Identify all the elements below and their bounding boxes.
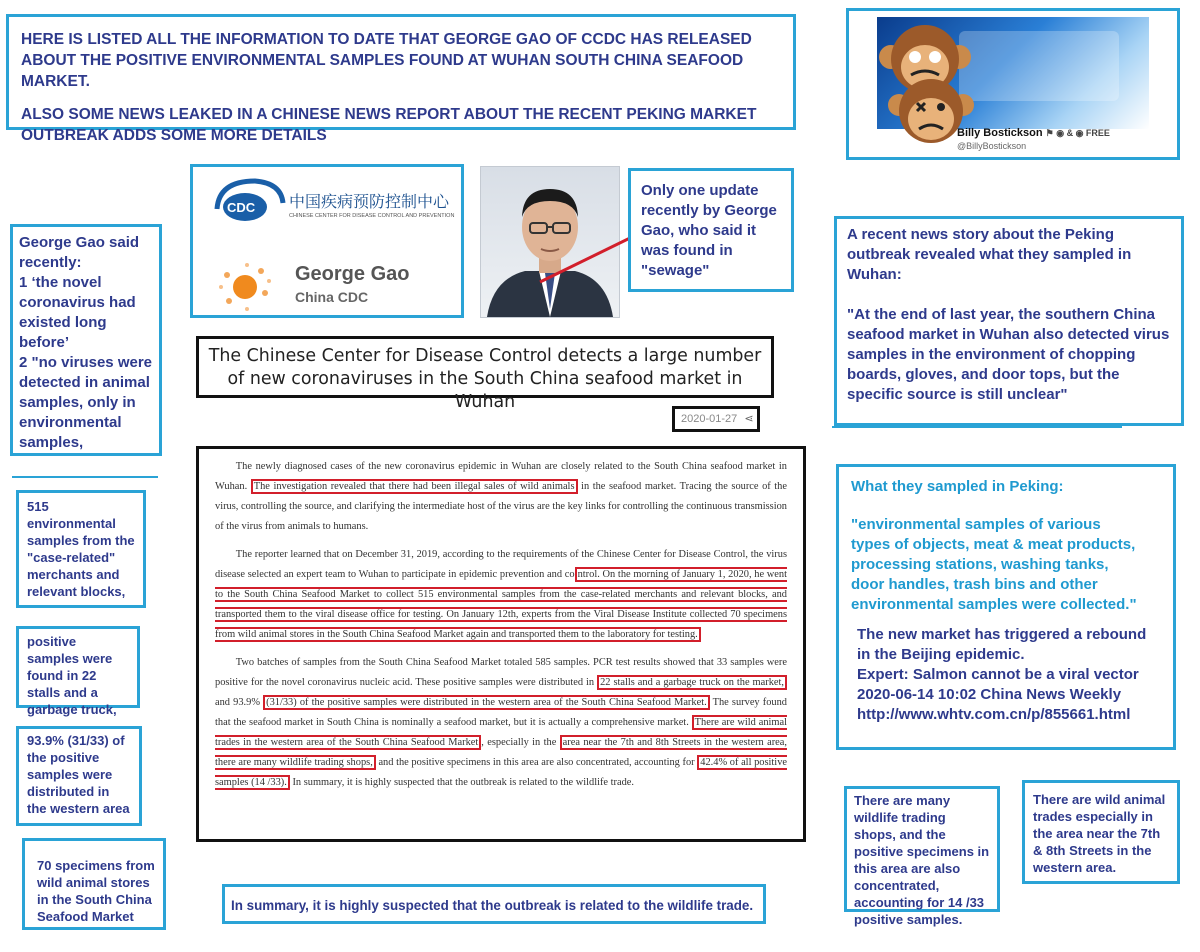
p3-text-f: In summary, it is highly suspected that the outbreak is related to the wildlife trade. (289, 777, 635, 788)
note-streets-text: There are wild animal trades especially in the area near the 7th & 8th Streets in the western area. (1033, 792, 1166, 875)
peking-quote: "environmental samples of various types of objects, meat & meat products, processing stations, washing tanks, door handles, trash bins and other environmental samples were collected." (851, 516, 1137, 613)
p3-text-b: and 93.9% (215, 697, 264, 708)
note-wildlife-shops-text: There are many wildlife trading shops, and the positive specimens in this area are also concentrated, accounting for 14 /33 positive samples. (854, 793, 990, 927)
article-date: 2020-01-27 (681, 413, 738, 425)
profile-badges: ⚑ ◉ & ◉ FREE (1045, 128, 1110, 138)
header-line-2: ALSO SOME NEWS LEAKED IN A CHINESE NEWS REPORT ABOUT THE RECENT PEKING MARKET OUTBREAK ADDS SOME MORE DETAILS (21, 106, 757, 144)
note-70-text: 70 specimens from wild animal stores in the South China Seafood Market (37, 858, 155, 924)
article-title: The Chinese Center for Disease Control detects a large number of new coronaviruses in the South China seafood market in Wuhan (208, 346, 762, 412)
svg-text:CDC: CDC (227, 200, 256, 215)
p3-text-d: , especially in the (481, 737, 560, 748)
cdc-emblem-icon (209, 173, 289, 227)
peking-news-wuhan-box (834, 216, 1184, 426)
p1-text-a: The newly diagnosed cases of the new coronavirus epidemic in Wuhan are closely related to the South China seafood market in Wuhan. (215, 461, 787, 492)
article-paragraph-1 (215, 457, 787, 537)
note-22-stalls (16, 626, 140, 717)
note-70-specimens (22, 838, 166, 930)
sewage-callout-text: Only one update recently by George Gao, who said it was found in "sewage" (641, 182, 777, 279)
peking-news-wuhan-text: A recent news story about the Peking outbreak revealed what they sampled in Wuhan: "At the end of last year, the southern China seafood market in Wuhan also detected virus samples in the environment of chopping boards, gloves, and door tops, but the specific source is still unclear" (847, 226, 1170, 403)
left-divider-line (12, 476, 158, 478)
highlight-22-stalls: 22 stalls and a garbage truck on the market, (597, 675, 787, 690)
cdc-english-name: CHINESE CENTER FOR DISEASE CONTROL AND PREVENTION (289, 213, 455, 219)
highlight-sample-collection: ntrol. On the morning of January 1, 2020, he went to the South China Seafood Market to collect 515 environmental samples from the case-related merchants and relevant blocks, and transported them to the viral disease office for testing. On January 12th, experts from the Viral Disease Institute collected 70 specimens from wild animal stores in the South China Seafood Market again and transported them to the laboratory for testing. (215, 569, 788, 640)
p3-text-c: The survey found that the seafood market in South China is nominally a seafood market, but it is actually a comprehensive market. (215, 697, 788, 728)
george-gao-name: George Gao (295, 263, 410, 285)
p3-text-e: and the positive specimens in this area are also concentrated, accounting for (375, 757, 698, 768)
profile-name (957, 127, 1110, 139)
header-line-1: HERE IS LISTED ALL THE INFORMATION TO DATE THAT GEORGE GAO OF CCDC HAS RELEASED ABOUT THE POSITIVE ENVIRONMENTAL SAMPLES FOUND AT WUHAN SOUTH CHINA SEAFOOD MARKET. (21, 31, 752, 90)
profile-card (846, 8, 1180, 160)
article-paragraph-3 (215, 653, 787, 793)
note-93-9-percent (16, 726, 142, 826)
note-939-text: 93.9% (31/33) of the positive samples were distributed in the western area (27, 733, 130, 816)
highlight-wild-animal-trades: There are wild animal trades in the western area of the South China Seafood Market (215, 717, 787, 748)
summary-box (222, 884, 766, 924)
p1-text-b: in the seafood market. Tracing the source of the virus, controlling the source, and clarifying the intermediate host of the virus are the key links for controlling the continuous transmission of the virus from animals to humans. (215, 481, 787, 532)
cdc-logo-box (190, 164, 464, 318)
cdc-chinese-name: 中国疾病预防控制中心 (289, 192, 450, 211)
article-body (196, 446, 806, 842)
george-gao-quote-box (10, 224, 162, 456)
article-title-box (196, 336, 774, 412)
george-gao-quote-text: George Gao said recently: 1 ‘the novel coronavirus had existed long before’ 2 "no viruses were detected in animal samples, only in environmental samples, (19, 234, 153, 451)
peking-sampling-box (836, 464, 1176, 750)
article-date-box[interactable] (672, 406, 760, 432)
highlight-western-area: (31/33) of the positive samples were distributed in the western area of the South China Seafood Market. (263, 695, 710, 710)
note-7th-8th-streets (1022, 780, 1180, 884)
sewage-callout (628, 168, 794, 292)
p2-text-a: The reporter learned that on December 31, 2019, according to the requirements of the Chinese Center for Disease Control, the virus disease selected an expert team to Wuhan to participate in epidemic prevention and co (215, 549, 787, 580)
china-cdc-label: China CDC (295, 289, 369, 305)
share-icon[interactable]: ⋖ (744, 413, 754, 425)
profile-handle: @BillyBostickson (957, 141, 1027, 151)
peking-heading: What they sampled in Peking: (851, 478, 1064, 495)
note-wildlife-shops (844, 786, 1000, 927)
dotted-globe-icon (217, 259, 273, 315)
highlight-42-percent: 42.4% of all positive samples (14 /33). (215, 757, 788, 788)
article-paragraph-2 (215, 545, 787, 645)
header-box (6, 14, 796, 144)
peking-source: The new market has triggered a rebound in the Beijing epidemic. Expert: Salmon cannot be a viral vector 2020-06-14 10:02 China News Weekly http://www.whtv.com.cn/p/855661.html (857, 626, 1147, 723)
note-515-samples (16, 490, 146, 608)
summary-text: In summary, it is highly suspected that the outbreak is related to the wildlife trade. (231, 898, 754, 913)
profile-display-name: Billy Bostickson (957, 127, 1043, 139)
right-divider-line (832, 426, 1122, 428)
highlight-7th-8th-streets: area near the 7th and 8th Streets in the western area, there are many wildlife trading shops, (215, 737, 787, 768)
note-22-text: positive samples were found in 22 stalls and a garbage truck, (27, 634, 117, 717)
highlight-illegal-sales: The investigation revealed that there had been illegal sales of wild animals (251, 479, 578, 494)
p3-text-a: Two batches of samples from the South China Seafood Market totaled 585 samples. PCR test results showed that 33 samples were positive for the novel coronavirus nucleic acid. These positive samples were distributed in (215, 657, 787, 688)
note-515-text: 515 environmental samples from the "case-related" merchants and relevant blocks, (27, 499, 135, 599)
